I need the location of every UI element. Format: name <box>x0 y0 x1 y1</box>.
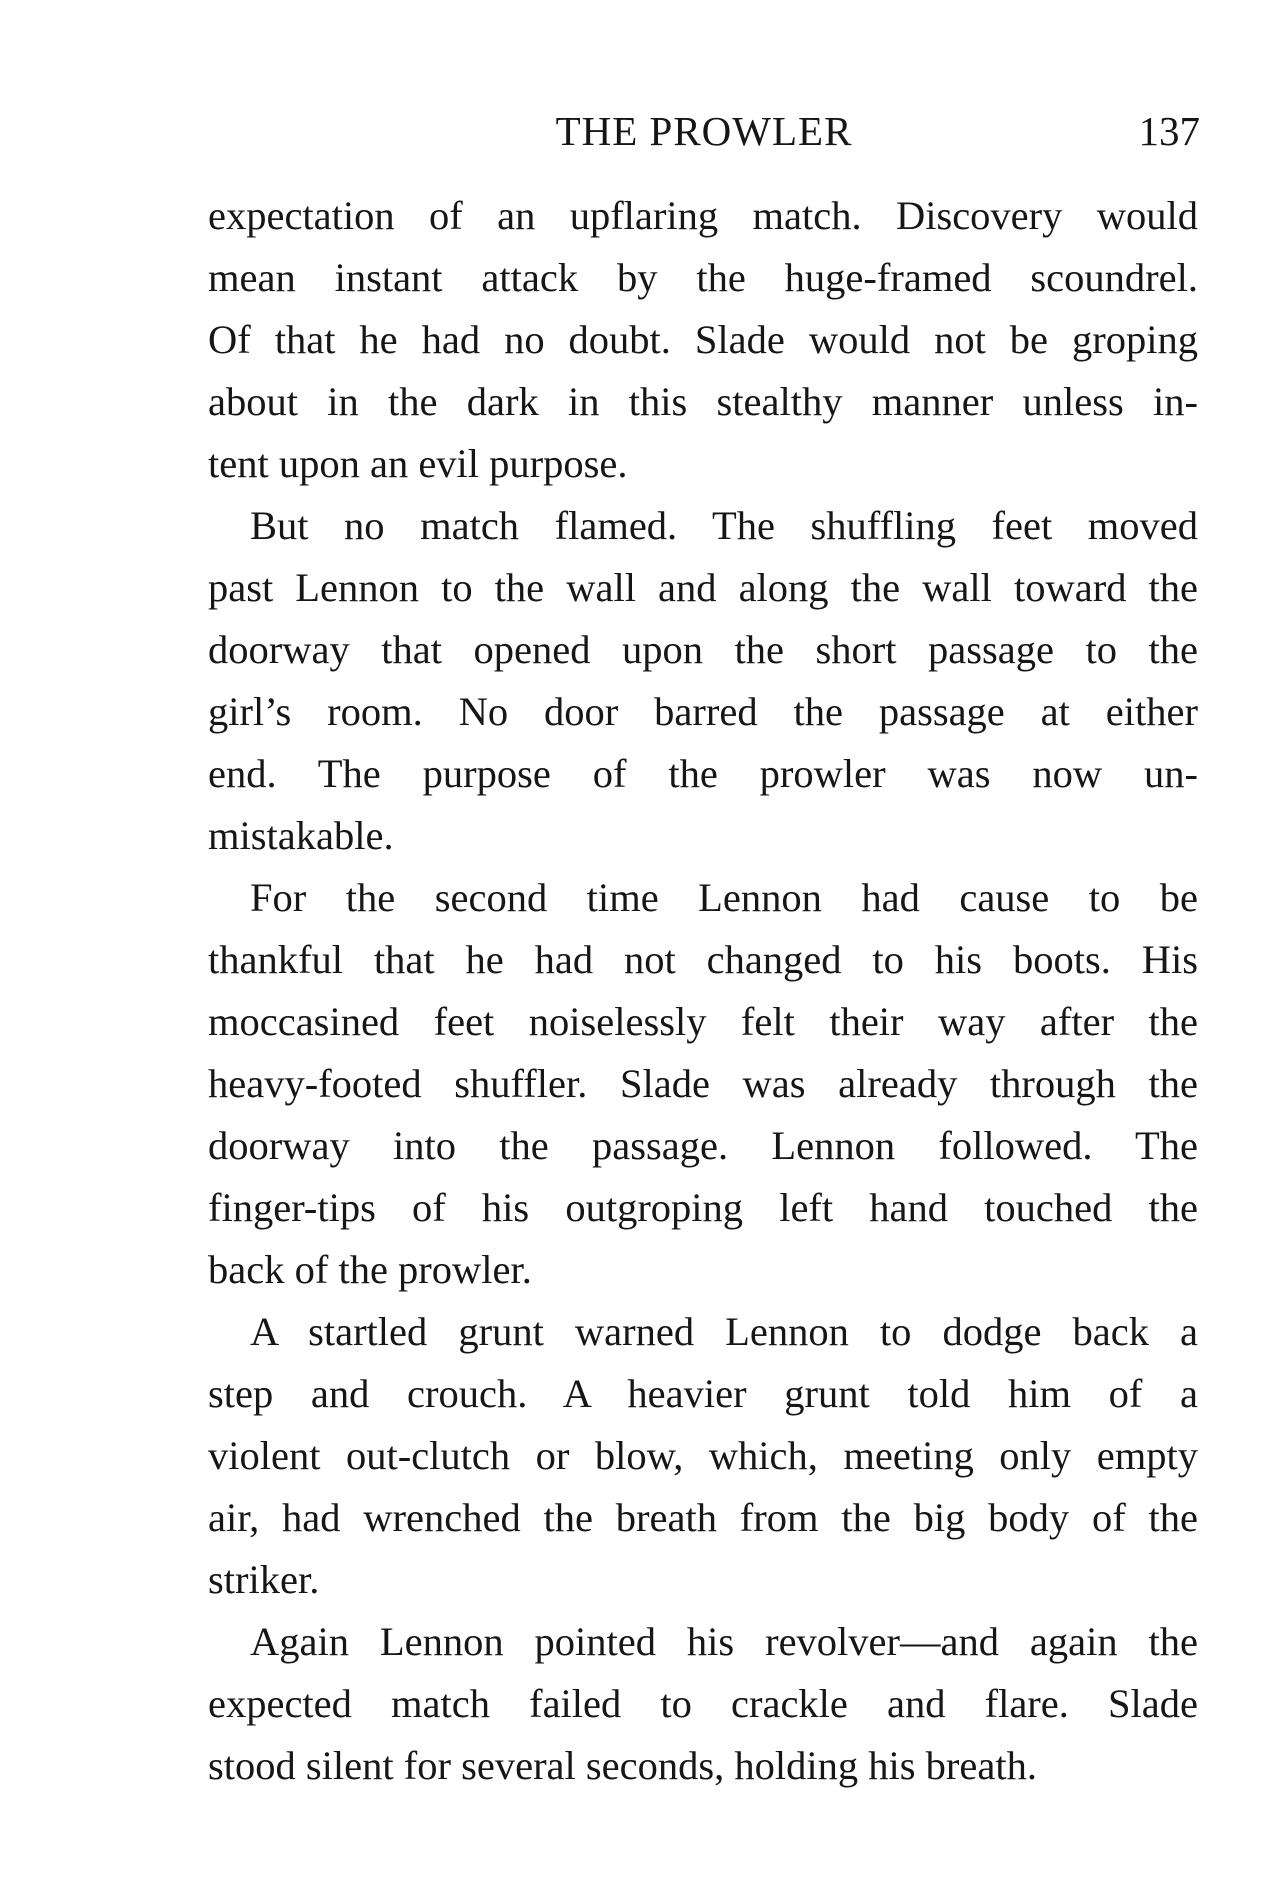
text-line: Again Lennon pointed his revolver—and again the <box>250 1619 1198 1664</box>
text-line: Of that he had no doubt. Slade would not be groping <box>208 317 1198 362</box>
text-line: step and crouch. A heavier grunt told him of a <box>208 1371 1198 1416</box>
text-line: mistakable. <box>208 813 394 858</box>
text-line: striker. <box>208 1557 320 1602</box>
running-head <box>208 104 1200 158</box>
paragraph <box>208 1301 1198 1611</box>
text-line: moccasined feet noiselessly felt their way after the <box>208 999 1198 1044</box>
body-text <box>208 185 1198 1797</box>
paragraph <box>208 495 1198 867</box>
text-line: air, had wrenched the breath from the big body of the <box>208 1495 1198 1540</box>
text-line: thankful that he had not changed to his boots. His <box>208 937 1198 982</box>
running-title: THE PROWLER <box>555 108 853 154</box>
text-line: violent out-clutch or blow, which, meeting only empty <box>208 1433 1198 1478</box>
text-line: past Lennon to the wall and along the wall toward the <box>208 565 1198 610</box>
text-line: For the second time Lennon had cause to be <box>250 875 1198 920</box>
text-line: finger-tips of his outgroping left hand touched the <box>208 1185 1198 1230</box>
text-line: But no match flamed. The shuffling feet moved <box>250 503 1198 548</box>
text-line: doorway into the passage. Lennon followed. The <box>208 1123 1198 1168</box>
page-number: 137 <box>1138 108 1200 154</box>
text-line: stood silent for several seconds, holding his breath. <box>208 1743 1037 1788</box>
text-line: doorway that opened upon the short passage to the <box>208 627 1198 672</box>
text-line: heavy-footed shuffler. Slade was already through the <box>208 1061 1198 1106</box>
paragraph <box>208 185 1198 495</box>
text-line: girl’s room. No door barred the passage at either <box>208 689 1198 734</box>
text-line: expectation of an upflaring match. Discovery would <box>208 193 1198 238</box>
text-line: A startled grunt warned Lennon to dodge back a <box>250 1309 1198 1354</box>
text-line: back of the prowler. <box>208 1247 532 1292</box>
text-line: expected match failed to crackle and flare. Slade <box>208 1681 1198 1726</box>
text-line: mean instant attack by the huge-framed scoundrel. <box>208 255 1198 300</box>
text-line: tent upon an evil purpose. <box>208 441 628 486</box>
paragraph <box>208 1611 1198 1797</box>
text-line: about in the dark in this stealthy manner unless in- <box>208 379 1198 424</box>
paragraph <box>208 867 1198 1301</box>
text-line: end. The purpose of the prowler was now un- <box>208 751 1198 796</box>
